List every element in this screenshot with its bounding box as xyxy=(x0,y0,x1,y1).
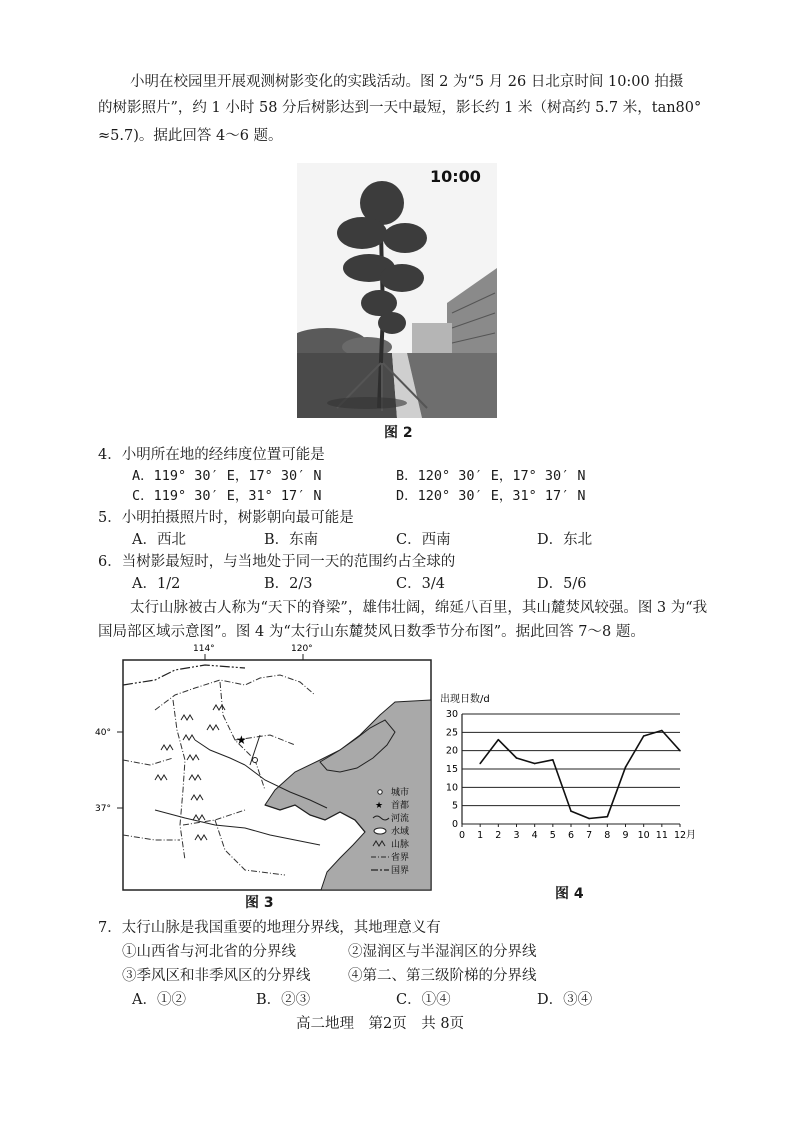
chart-xtick-label: 3 xyxy=(513,830,520,841)
intro2-line2: 国局部区域示意图”。图 4 为“太行山东麓焚风日数季节分布图”。据此回答 7～8 题。 xyxy=(98,624,645,640)
legend-city: 城市 xyxy=(391,788,410,798)
capital-star-icon: ★ xyxy=(236,733,247,747)
chart-ytick-label: 20 xyxy=(445,745,458,757)
intro1-line1: 小明在校园里开展观测树影变化的实践活动。图 2 为“5 月 26 日北京时间 10:00 拍摄 xyxy=(130,74,684,90)
chart-data-point xyxy=(625,766,627,768)
q7-option-b: B．②③ xyxy=(256,992,311,1008)
legend-capital: 首都 xyxy=(391,801,410,811)
q4-option-c: C．119° 30′ E，31° 17′ N xyxy=(132,488,322,504)
chart-xtick-label: 0 xyxy=(458,830,466,841)
lon-label-120: 120° xyxy=(291,644,313,654)
chart-data-point xyxy=(679,750,681,752)
q7-statement-2: ②湿润区与半湿润区的分界线 xyxy=(348,944,537,960)
chart-ytick-label: 30 xyxy=(445,709,458,720)
q7-option-d: D．③④ xyxy=(537,992,593,1008)
q7-option-a: A．①② xyxy=(132,992,186,1008)
q5-stem: 5．小明拍摄照片时，树影朝向最可能是 xyxy=(98,510,354,526)
legend-national: 国界 xyxy=(391,866,410,876)
chart-data-point xyxy=(588,818,590,820)
chart-xlabel: 月 xyxy=(686,830,696,841)
chart-ytick-label: 15 xyxy=(445,764,458,775)
figure3-map xyxy=(95,640,435,900)
q6-option-c: C．3/4 xyxy=(396,576,445,592)
chart-data-point xyxy=(516,757,518,759)
chart-data-point xyxy=(607,816,609,818)
q4-option-a: A．119° 30′ E，17° 30′ N xyxy=(132,468,322,484)
legend-province: 省界 xyxy=(391,853,410,863)
intro2-line1: 太行山脉被古人称为“天下的脊梁”，雄伟壮阔，绵延八百里，其山麓焚风较强。图 3 为“我 xyxy=(130,600,708,616)
figure4-chart xyxy=(440,688,700,848)
legend-mountain: 山脉 xyxy=(391,840,410,850)
legend-capital-icon: ★ xyxy=(375,801,384,811)
figure2-caption: 图 2 xyxy=(384,425,413,441)
chart-data-point xyxy=(534,763,536,765)
intro1-line3: ≈5.7)。据此回答 4～6 题。 xyxy=(98,128,283,144)
q6-option-d: D．5/6 xyxy=(537,576,587,592)
chart-xtick-label: 9 xyxy=(622,830,629,841)
chart-data-point xyxy=(643,735,645,737)
q5-option-b: B．东南 xyxy=(264,532,319,548)
chart-data-point xyxy=(661,730,663,732)
chart-xtick-label: 4 xyxy=(531,830,538,841)
legend-city-icon xyxy=(378,790,382,794)
legend-water: 水域 xyxy=(391,827,410,837)
lat-label-40: 40° xyxy=(95,728,111,738)
intro1-line2: 的树影照片”，约 1 小时 58 分后树影达到一天中最短，影长约 1 米（树高约 5.7 米，tan80° xyxy=(98,100,702,116)
page-footer: 高二地理 第2页 共 8页 xyxy=(296,1016,465,1032)
chart-ytick-label: 0 xyxy=(451,819,458,830)
tree-photo xyxy=(297,163,497,418)
lat-label-37: 37° xyxy=(95,804,111,814)
chart-ytick-label: 10 xyxy=(445,782,458,794)
q4-option-d: D．120° 30′ E，31° 17′ N xyxy=(396,488,586,504)
city-marker-icon xyxy=(253,758,258,763)
chart-ylabel: 出现日数/d xyxy=(440,694,490,705)
chart-data-point xyxy=(498,739,500,741)
tree-photo-illustration xyxy=(297,163,497,418)
figure3-caption: 图 3 xyxy=(245,895,274,911)
chart-xtick-label: 6 xyxy=(567,830,575,841)
chart-data-point xyxy=(552,759,554,761)
region-map xyxy=(95,640,435,900)
q6-option-a: A．1/2 xyxy=(132,576,181,592)
chart-xtick-label: 2 xyxy=(495,830,502,841)
photo-timestamp: 10:00 xyxy=(430,167,481,186)
chart-ytick-label: 25 xyxy=(445,727,458,739)
q7-stem: 7．太行山脉是我国重要的地理分界线，其地理意义有 xyxy=(98,920,441,936)
chart-ytick-label: 5 xyxy=(451,800,458,812)
chart-data-point xyxy=(570,810,572,812)
legend-water-icon xyxy=(374,828,386,834)
q6-stem: 6．当树影最短时，与当地处于同一天的范围约占全球的 xyxy=(98,554,456,570)
q5-option-a: A．西北 xyxy=(132,532,186,548)
chart-xtick-label: 1 xyxy=(477,830,484,841)
q4-stem: 4．小明所在地的经纬度位置可能是 xyxy=(98,447,325,463)
q5-option-c: C．西南 xyxy=(396,532,451,548)
chart-xtick-label: 5 xyxy=(549,830,556,841)
q7-statement-3: ③季风区和非季风区的分界线 xyxy=(122,968,311,984)
q6-option-b: B．2/3 xyxy=(264,576,313,592)
figure4-caption: 图 4 xyxy=(555,886,584,902)
chart-xtick-label: 11 xyxy=(655,830,668,841)
chart-xtick-label: 10 xyxy=(637,830,650,841)
chart-xtick-label: 12 xyxy=(673,830,687,841)
q7-statement-4: ④第二、第三级阶梯的分界线 xyxy=(348,968,537,984)
q5-option-d: D．东北 xyxy=(537,532,593,548)
chart-xtick-label: 7 xyxy=(586,830,593,841)
legend-river: 河流 xyxy=(391,814,410,824)
q4-option-b: B．120° 30′ E，17° 30′ N xyxy=(396,468,586,484)
foehn-days-line-chart xyxy=(440,688,700,848)
lon-label-114: 114° xyxy=(193,644,215,654)
q7-option-c: C．①④ xyxy=(396,992,451,1008)
chart-xtick-label: 8 xyxy=(604,830,611,841)
chart-data-point xyxy=(479,763,481,765)
q7-statement-1: ①山西省与河北省的分界线 xyxy=(122,944,296,960)
